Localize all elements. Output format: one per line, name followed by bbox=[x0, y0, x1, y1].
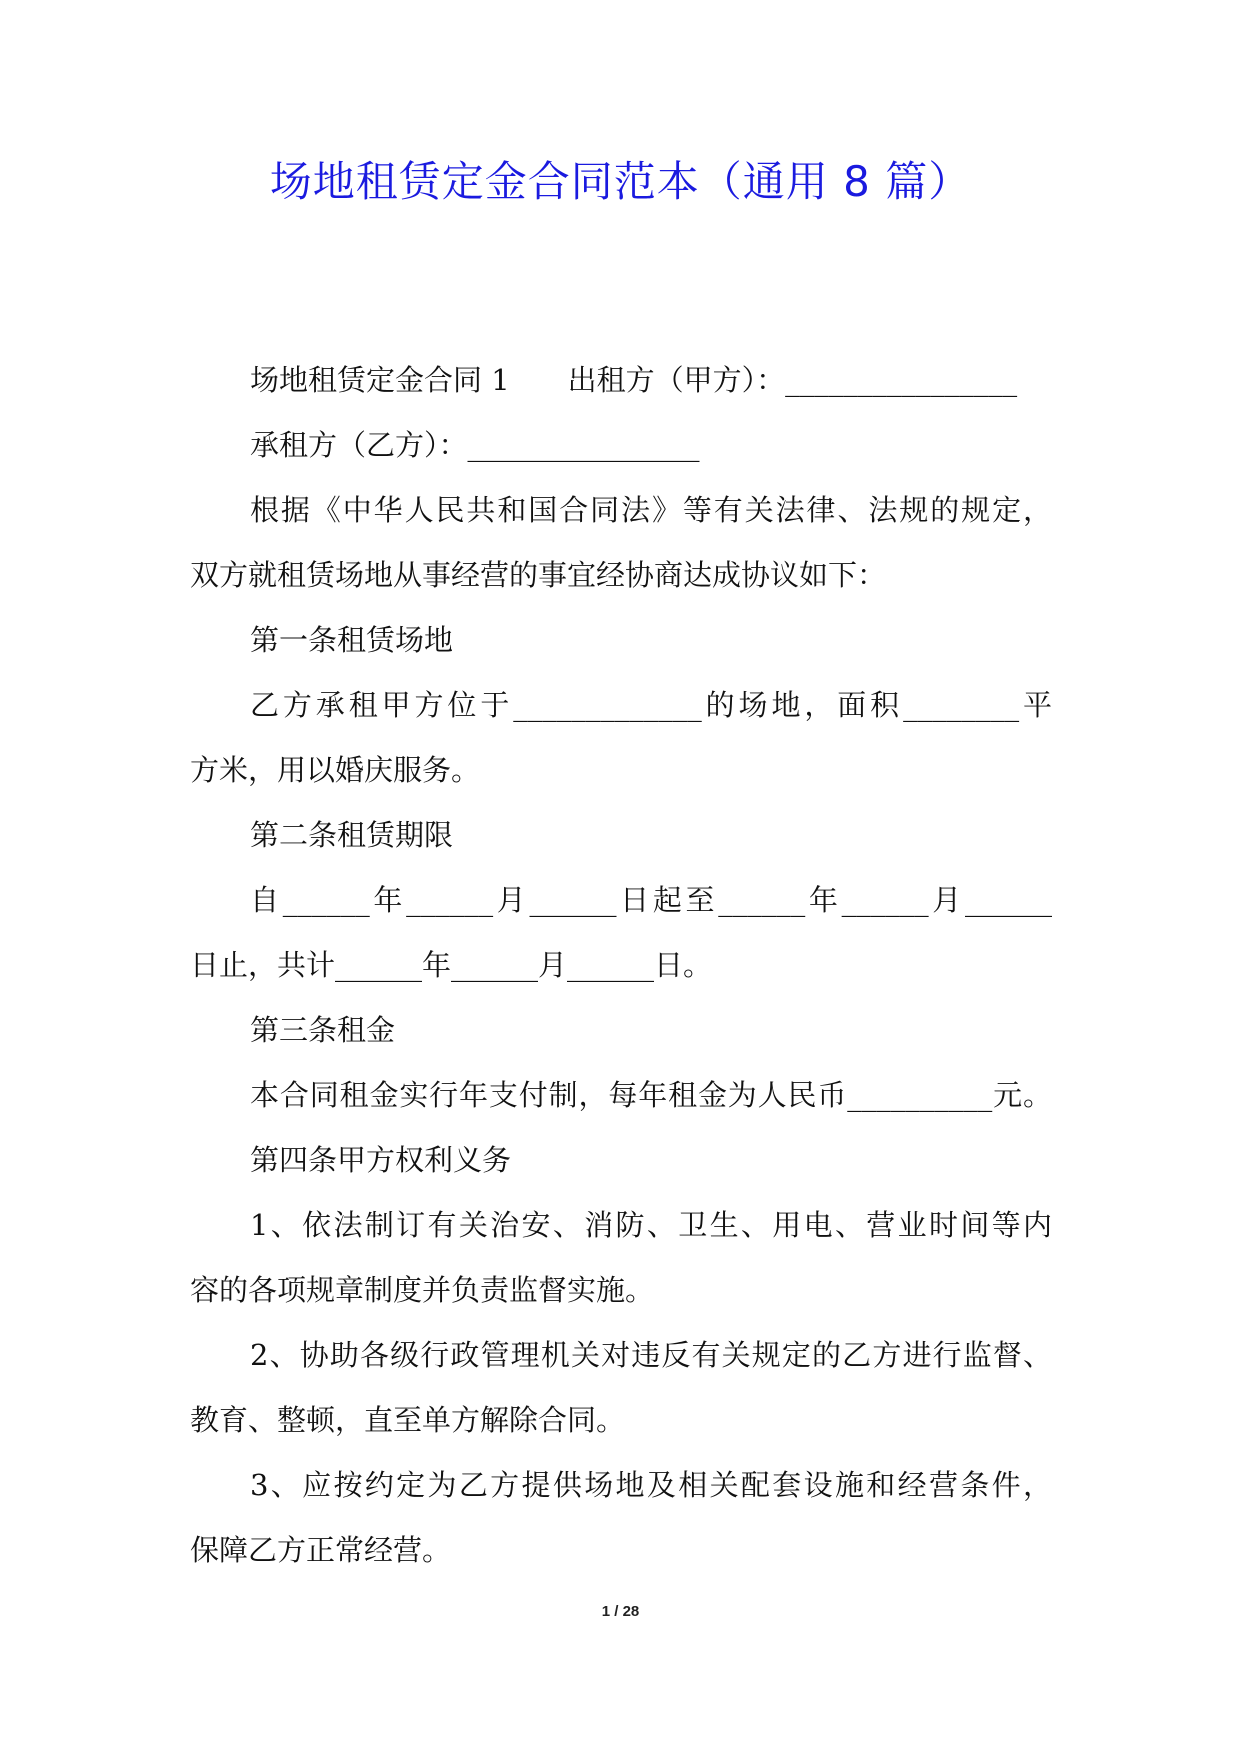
article-3-heading: 第三条租金 bbox=[250, 1013, 396, 1047]
body-line-12: 本合同租金实行年支付制，每年租金为人民币__________元。 bbox=[250, 1078, 1052, 1112]
body-line-6: 乙方承租甲方位于_____________的场地，面积________平 bbox=[250, 688, 1052, 722]
body-line-4: 双方就租赁场地从事经营的事宜经协商达成协议如下： bbox=[190, 558, 887, 592]
contract-number: 场地租赁定金合同 1 bbox=[250, 363, 510, 397]
lessor-field: 出租方（甲方）：________________ bbox=[567, 363, 1018, 397]
article-2-heading: 第二条租赁期限 bbox=[250, 818, 454, 852]
body-line-1 bbox=[190, 355, 1052, 420]
body-line-15: 容的各项规章制度并负责监督实施。 bbox=[190, 1273, 655, 1307]
body-line-9: 自______年______月______日起至______年______月______ bbox=[250, 883, 1052, 917]
body-line-10: 日止，共计______年______月______日。 bbox=[190, 948, 713, 982]
body-line-18: 3、应按约定为乙方提供场地及相关配套设施和经营条件， bbox=[250, 1468, 1052, 1502]
body-line-19: 保障乙方正常经营。 bbox=[190, 1533, 452, 1567]
body-line-7: 方米，用以婚庆服务。 bbox=[190, 753, 481, 787]
body-line-3: 根据《中华人民共和国合同法》等有关法律、法规的规定， bbox=[250, 493, 1052, 527]
document-body bbox=[190, 355, 1052, 1590]
lessee-field: 承租方（乙方）：________________ bbox=[250, 428, 700, 462]
article-4-heading: 第四条甲方权利义务 bbox=[250, 1143, 512, 1177]
article-1-heading: 第一条租赁场地 bbox=[250, 623, 454, 657]
document-title: 场地租赁定金合同范本（通用 8 篇） bbox=[269, 157, 972, 206]
page-number: 1 / 28 bbox=[601, 1603, 640, 1620]
body-line-16: 2、协助各级行政管理机关对违反有关规定的乙方进行监督、 bbox=[250, 1338, 1052, 1372]
body-line-17: 教育、整顿，直至单方解除合同。 bbox=[190, 1403, 626, 1437]
body-line-14: 1、依法制订有关治安、消防、卫生、用电、营业时间等内 bbox=[250, 1208, 1052, 1242]
